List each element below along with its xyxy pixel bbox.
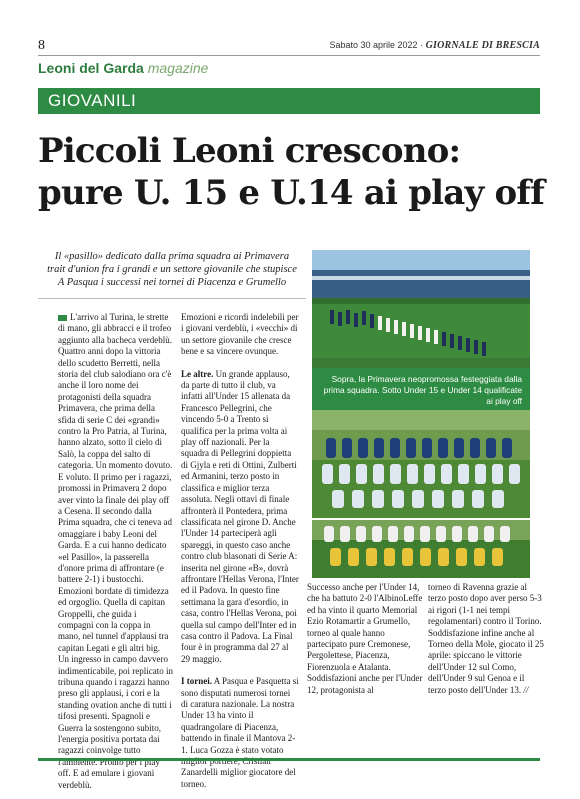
lead-i-tornei: I tornei.: [181, 676, 212, 687]
date: Sabato 30 aprile 2022: [329, 40, 418, 50]
team-photo-illustration-u14: [312, 520, 530, 578]
column-4-text: torneo di Ravenna grazie al terzo posto dopo aver perso 5-3 ai rigori (1-1 nei tempi regolamentari) contro il Torino. Soddisfazione infine anche al Torneo della Mole, giocato il 25 aprile: spiccano le vittorie dell'Under 12 sul Como, dell'Under 9 sul Genoa e il terzo posto dell'Under 13.: [428, 582, 544, 695]
headline-line-2: pure U. 15 e U.14 ai play off: [38, 173, 545, 213]
brand-name: Leoni del Garda: [38, 60, 144, 76]
photo-caption: Sopra, la Primavera neopromossa festeggiata dalla prima squadra. Sotto Under 15 e Under 14 qualificate ai play off: [312, 368, 530, 410]
newspaper-name: GIORNALE DI BRESCIA: [425, 40, 540, 51]
stadium-illustration: [312, 250, 530, 368]
headline-line-1: Piccoli Leoni crescono:: [38, 131, 461, 171]
article-start-marker: [58, 315, 67, 321]
footer-rule: [38, 758, 540, 761]
dateline: [329, 40, 540, 51]
photo-under-15-team: [312, 410, 530, 518]
magazine-brand: [38, 60, 208, 76]
dateline-separator: ·: [420, 40, 424, 50]
column-2-paragraph-1: Emozioni e ricordi indelebili per i giovani verdeblù, i «vecchi» di un settore giovanile che cresce bene e sa vincere ovunque.: [181, 312, 299, 357]
article-column-1: [58, 312, 173, 791]
column-2-paragraph-2: Un grande applauso, da parte di tutto il club, va infatti all'Under 15 allenata da Francesco Pellegrini, che vincendo 5-0 a Trento si qualifica per la prima volta ai play off nazionali. Per la squadra di Pellegrini doppietta di Gjyla e reti di Ottini, Zulberti ed Armanini, terzo posto in classifica e miglior terza assoluta. Negli ottavi di finale affronterà il Pontedera, prima classificata nel girone D. Anche l'Under 14 parteciperà agli spareggi, in questo caso anche contro club blasonati di Serie A: inserita nel girone «B», dovrà affrontare l'Hellas Verona, l'Inter ed il Padova. In questo fine settimana la gara d'esordio, in casa, contro l'Hellas Verona, poi quella sul campo dell'Inter ed in casa contro il Padova. La Final four è in programma dal 27 al 29 maggio.: [181, 368, 299, 664]
lead-le-altre: Le altre.: [181, 368, 214, 379]
subheadline: [38, 250, 306, 289]
page-number: 8: [38, 38, 45, 53]
photo-primavera-celebration: [312, 250, 530, 368]
header-rule: [38, 55, 540, 56]
column-1-text: L'arrivo al Turina, le strette di mano, gli abbracci e il trofeo aggiunto alla bacheca verdeblù. Quattro anni dopo la vittoria dello scudetto Berretti, nella storia del club salodiano ora c'è anche il loro nome dei protagonisti della squadra Primavera, che prima della sfida di serie C dei «grandi» contro la Pro Patria, al Turina, hanno alzato, sotto il cielo di Salò, la coppa del salto di categoria. Un momento dovuto. E voluto. Il primo per i ragazzi, promossi in Primavera 2 dopo aver vinto la finale dei play off a Cesena. Il secondo dalla Prima squadra, che ci teneva ad omaggiare i baby Leoni del Garda. E a cui hanno dedicato «el Pasillo», la passerella d'onore prima di affrontare (e battere 2-1) i bustocchi. Emozioni bordate di timidezza ed orgoglio. Quella di capitan Groppelli, che guida i compagni con la coppa in mano, nel tunnel d'applausi tra capitan Legati e gli altri big. Un ingresso in campo davvero indimenticabile, poi replicato in tribuna quando i ragazzi hanno preso gli applausi, i cori e la standing ovation anche di tutti i tifosi presenti. Spagnoli e Guerra la sostengono subito, l'energia positiva portata dai ragazzi coinvolge tutto l'ambiente. Pronto per i play off. E ad emulare i giovani verdeblù.: [58, 312, 173, 790]
subhead-line-1: Il «pasillo» dedicato dalla prima squadra ai Primavera: [54, 251, 290, 262]
subhead-line-2: trait d'union fra i grandi e un settore giovanile che stupisce: [47, 264, 297, 275]
brand-suffix: magazine: [147, 60, 209, 76]
column-2-paragraph-3: A Pasqua e Pasquetta si sono disputati numerosi tornei di caratura nazionale. La nostra Under 13 ha vinto il quadrangolare di Piacenza, battendo in finale il Mantova 2-1. Luca Gozza è stato votato miglior portiere, Cristian Zanardelli miglior giocatore del torneo.: [181, 676, 299, 789]
photo-under-14-team: [312, 520, 530, 578]
headline: [38, 130, 558, 214]
subhead-rule: [38, 298, 306, 299]
column-3-text: Successo anche per l'Under 14, che ha battuto 2-0 l'AlbinoLeffe ed ha vinto il quarto Memorial Ezio Rotamartir a Grumello, torneo al quale hanno partecipato pure Cremonese, Pergolettese, Piacenza, Fiorenzuola e Atalanta. Soddisfazioni anche per l'Under 12, protagonista al: [307, 582, 423, 695]
article-column-3: [307, 582, 423, 696]
subhead-line-3: A Pasqua i successi nei tornei di Piacenza e Grumello: [57, 277, 287, 288]
article-end-mark: //: [523, 684, 529, 695]
team-photo-illustration-u15: [312, 410, 530, 518]
article-column-4: [428, 582, 544, 696]
article-column-2: [181, 312, 299, 790]
section-banner: GIOVANILI: [38, 88, 540, 114]
